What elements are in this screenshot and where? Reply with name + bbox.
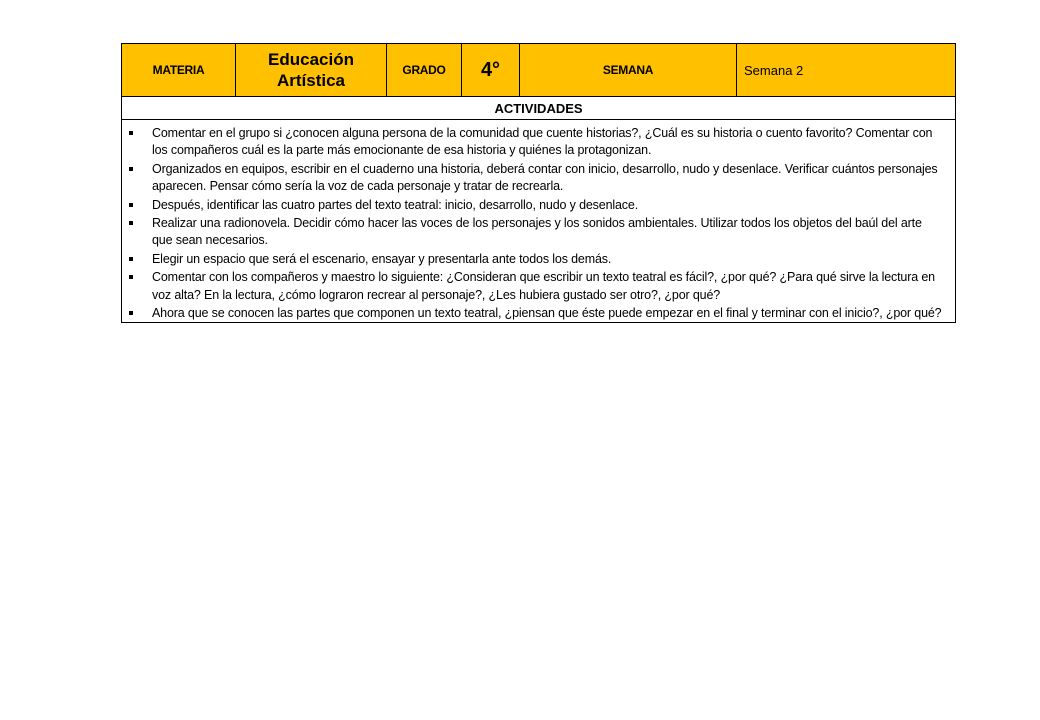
grado-label-cell bbox=[387, 44, 462, 96]
activity-text: Comentar con los compañeros y maestro lo siguiente: ¿Consideran que escribir un texto teatral es fácil?, ¿por qué? ¿Para qué sirve la lectura en voz alta? En la lectura, ¿cómo lograron recrear al personaje?, ¿Les hubiera gustado ser otro?, ¿por qué? bbox=[152, 270, 935, 302]
grade-cell bbox=[462, 44, 520, 96]
materia-label-cell bbox=[122, 44, 236, 96]
activity-text: Después, identificar las cuatro partes del texto teatral: inicio, desarrollo, nudo y desenlace. bbox=[152, 197, 639, 212]
materia-label: MATERIA bbox=[152, 63, 205, 77]
section-title: ACTIVIDADES bbox=[122, 97, 955, 120]
grade-value: 4° bbox=[480, 58, 501, 81]
bullet-icon bbox=[129, 311, 133, 315]
semana-label-cell bbox=[520, 44, 737, 96]
bullet-icon bbox=[129, 275, 133, 279]
week-cell bbox=[737, 44, 955, 96]
activity-text: Comentar en el grupo si ¿conocen alguna persona de la comunidad que cuente historias?, ¿Cuál es su historia o cuento favorito? Comentar con los compañeros cuál es la parte más emocionante de esa historia y quiénes la protagonizan. bbox=[152, 126, 933, 158]
activity-text: Ahora que se conocen las partes que componen un texto teatral, ¿piensan que éste puede empezar en el final y terminar con el inicio?, ¿por qué? bbox=[152, 306, 942, 321]
header-row bbox=[122, 44, 955, 97]
bullet-icon bbox=[129, 257, 133, 261]
bullet-icon bbox=[129, 203, 133, 207]
week-value: Semana 2 bbox=[744, 62, 804, 78]
activity-text: Elegir un espacio que será el escenario, ensayar y presentarla ante todos los demás. bbox=[152, 251, 612, 266]
list-item bbox=[152, 161, 945, 196]
list-item bbox=[152, 197, 945, 214]
list-item bbox=[152, 215, 945, 250]
bullet-icon bbox=[129, 167, 133, 171]
list-item bbox=[152, 251, 945, 268]
list-item bbox=[152, 305, 945, 322]
activity-text: Realizar una radionovela. Decidir cómo hacer las voces de los personajes y los sonidos ambientales. Utilizar todos los objetos del baúl del arte que sean necesarios. bbox=[152, 216, 922, 248]
bullet-icon bbox=[129, 131, 133, 135]
grado-label: GRADO bbox=[402, 63, 446, 77]
subject-cell bbox=[236, 44, 387, 96]
planning-table bbox=[121, 43, 956, 323]
semana-label: SEMANA bbox=[602, 63, 654, 77]
activity-text: Organizados en equipos, escribir en el cuaderno una historia, deberá contar con inicio, desarrollo, nudo y desenlace. Verificar cuántos personajes aparecen. Pensar cómo sería la voz de cada personaje y tratar de recrearla. bbox=[152, 161, 938, 194]
bullet-icon bbox=[129, 221, 133, 225]
subject-name: Educación Artística bbox=[268, 50, 354, 90]
list-item bbox=[152, 125, 945, 160]
list-item bbox=[152, 269, 945, 304]
activity-list bbox=[122, 120, 955, 322]
